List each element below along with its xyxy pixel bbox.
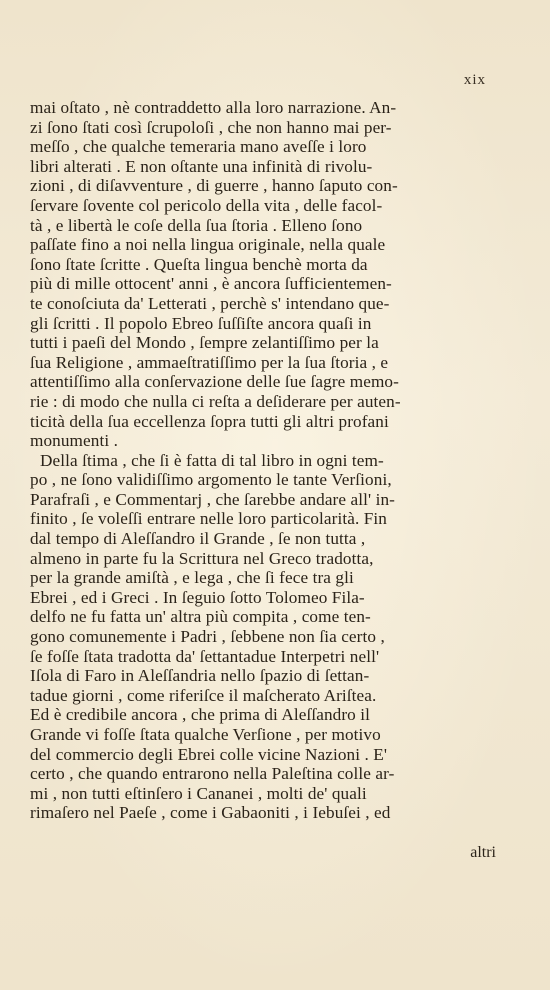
text-line: dal tempo di Aleſſandro il Grande , ſe non tutta , — [30, 529, 366, 549]
page-number: xix — [463, 72, 486, 88]
text-line: per la grande amiſtà , e lega , che ſi fece tra gli — [30, 568, 354, 588]
text-line: tà , e libertà le coſe della ſua ſtoria . Elleno ſono — [30, 215, 363, 235]
text-line: ſono ſtate ſcritte . Queſta lingua benchè morta da — [30, 254, 368, 274]
text-line: Parafraſi , e Commentarj , che ſarebbe andare all' in- — [30, 489, 395, 509]
text-line: delfo ne fu fatta un' altra più compita , come ten- — [30, 607, 371, 627]
text-line: del commercio degli Ebrei colle vicine Nazioni . E' — [30, 744, 388, 764]
text-line: monumenti . — [30, 431, 118, 451]
text-line: gli ſcritti . Il popolo Ebreo ſuſſiſte ancora quaſi in — [30, 313, 372, 333]
text-line: paſſate fino a noi nella lingua originale, nella quale — [30, 235, 386, 255]
text-line: Ed è credibile ancora , che prima di Aleſſandro il — [30, 705, 371, 725]
text-line: gono comunemente i Padri , ſebbene non ſia certo , — [30, 627, 385, 647]
text-line: certo , che quando entrarono nella Paleſtina colle ar- — [30, 764, 395, 784]
paragraph-start-line: Della ſtima , che ſi è fatta di tal libro in ogni tem- — [40, 450, 384, 470]
text-line: zioni , di diſavventure , di guerre , hanno ſaputo con- — [30, 176, 398, 196]
text-line: rie : di modo che nulla ci reſta a deſiderare per auten- — [30, 391, 401, 411]
body-text — [30, 98, 486, 823]
text-line: tadue giorni , come riferiſce il maſcherato Ariſtea. — [30, 685, 377, 705]
text-line: te conoſciuta da' Letterati , perchè s' intendano que- — [30, 293, 390, 313]
text-line: tutti i paeſi del Mondo , ſempre zelantiſſimo per la — [30, 333, 379, 353]
text-line: attentiſſimo alla conſervazione delle ſue ſagre memo- — [30, 372, 399, 392]
text-line: finito , ſe voleſſi entrare nelle loro particolarità. Fin — [30, 509, 387, 529]
text-line: mai oſtato , nè contraddetto alla loro narrazione. An- — [30, 98, 397, 117]
text-line: più di mille ottocent' anni , è ancora ſufficientemen- — [30, 274, 392, 294]
text-line: libri alterati . E non oſtante una infinità di rivolu- — [30, 156, 373, 176]
text-line: Ebrei , ed i Greci . In ſeguio ſotto Tolomeo Fila- — [30, 587, 365, 607]
text-line: Iſola di Faro in Aleſſandria nello ſpazio di ſettan- — [30, 666, 370, 686]
catchword: altri — [470, 844, 496, 861]
text-line: Grande vi foſſe ſtata qualche Verſione , per motivo — [30, 725, 381, 744]
text-line: mi , non tutti eſtinſero i Cananei , molti de' quali — [30, 783, 367, 803]
text-line: zi ſono ſtati così ſcrupoloſi , che non hanno mai per- — [30, 117, 392, 137]
text-line: ſua Religione , ammaeſtratiſſimo per la ſua ſtoria , e — [30, 352, 389, 372]
text-line: meſſo , che qualche temeraria mano aveſſe i loro — [30, 137, 367, 157]
text-line: almeno in parte fu la Scrittura nel Greco tradotta, — [30, 548, 374, 568]
text-line: ſe foſſe ſtata tradotta da' ſettantadue Interpetri nell' — [30, 646, 380, 666]
text-line: po , ne ſono validiſſimo argomento le tante Verſioni, — [30, 470, 392, 490]
text-line: ſervare ſovente col pericolo della vita , delle facol- — [30, 195, 383, 215]
text-line: ticità della ſua eccellenza ſopra tutti gli altri profani — [30, 411, 389, 431]
text-line: rimaſero nel Paeſe , come i Gabaoniti , i Iebuſei , ed — [30, 803, 391, 823]
